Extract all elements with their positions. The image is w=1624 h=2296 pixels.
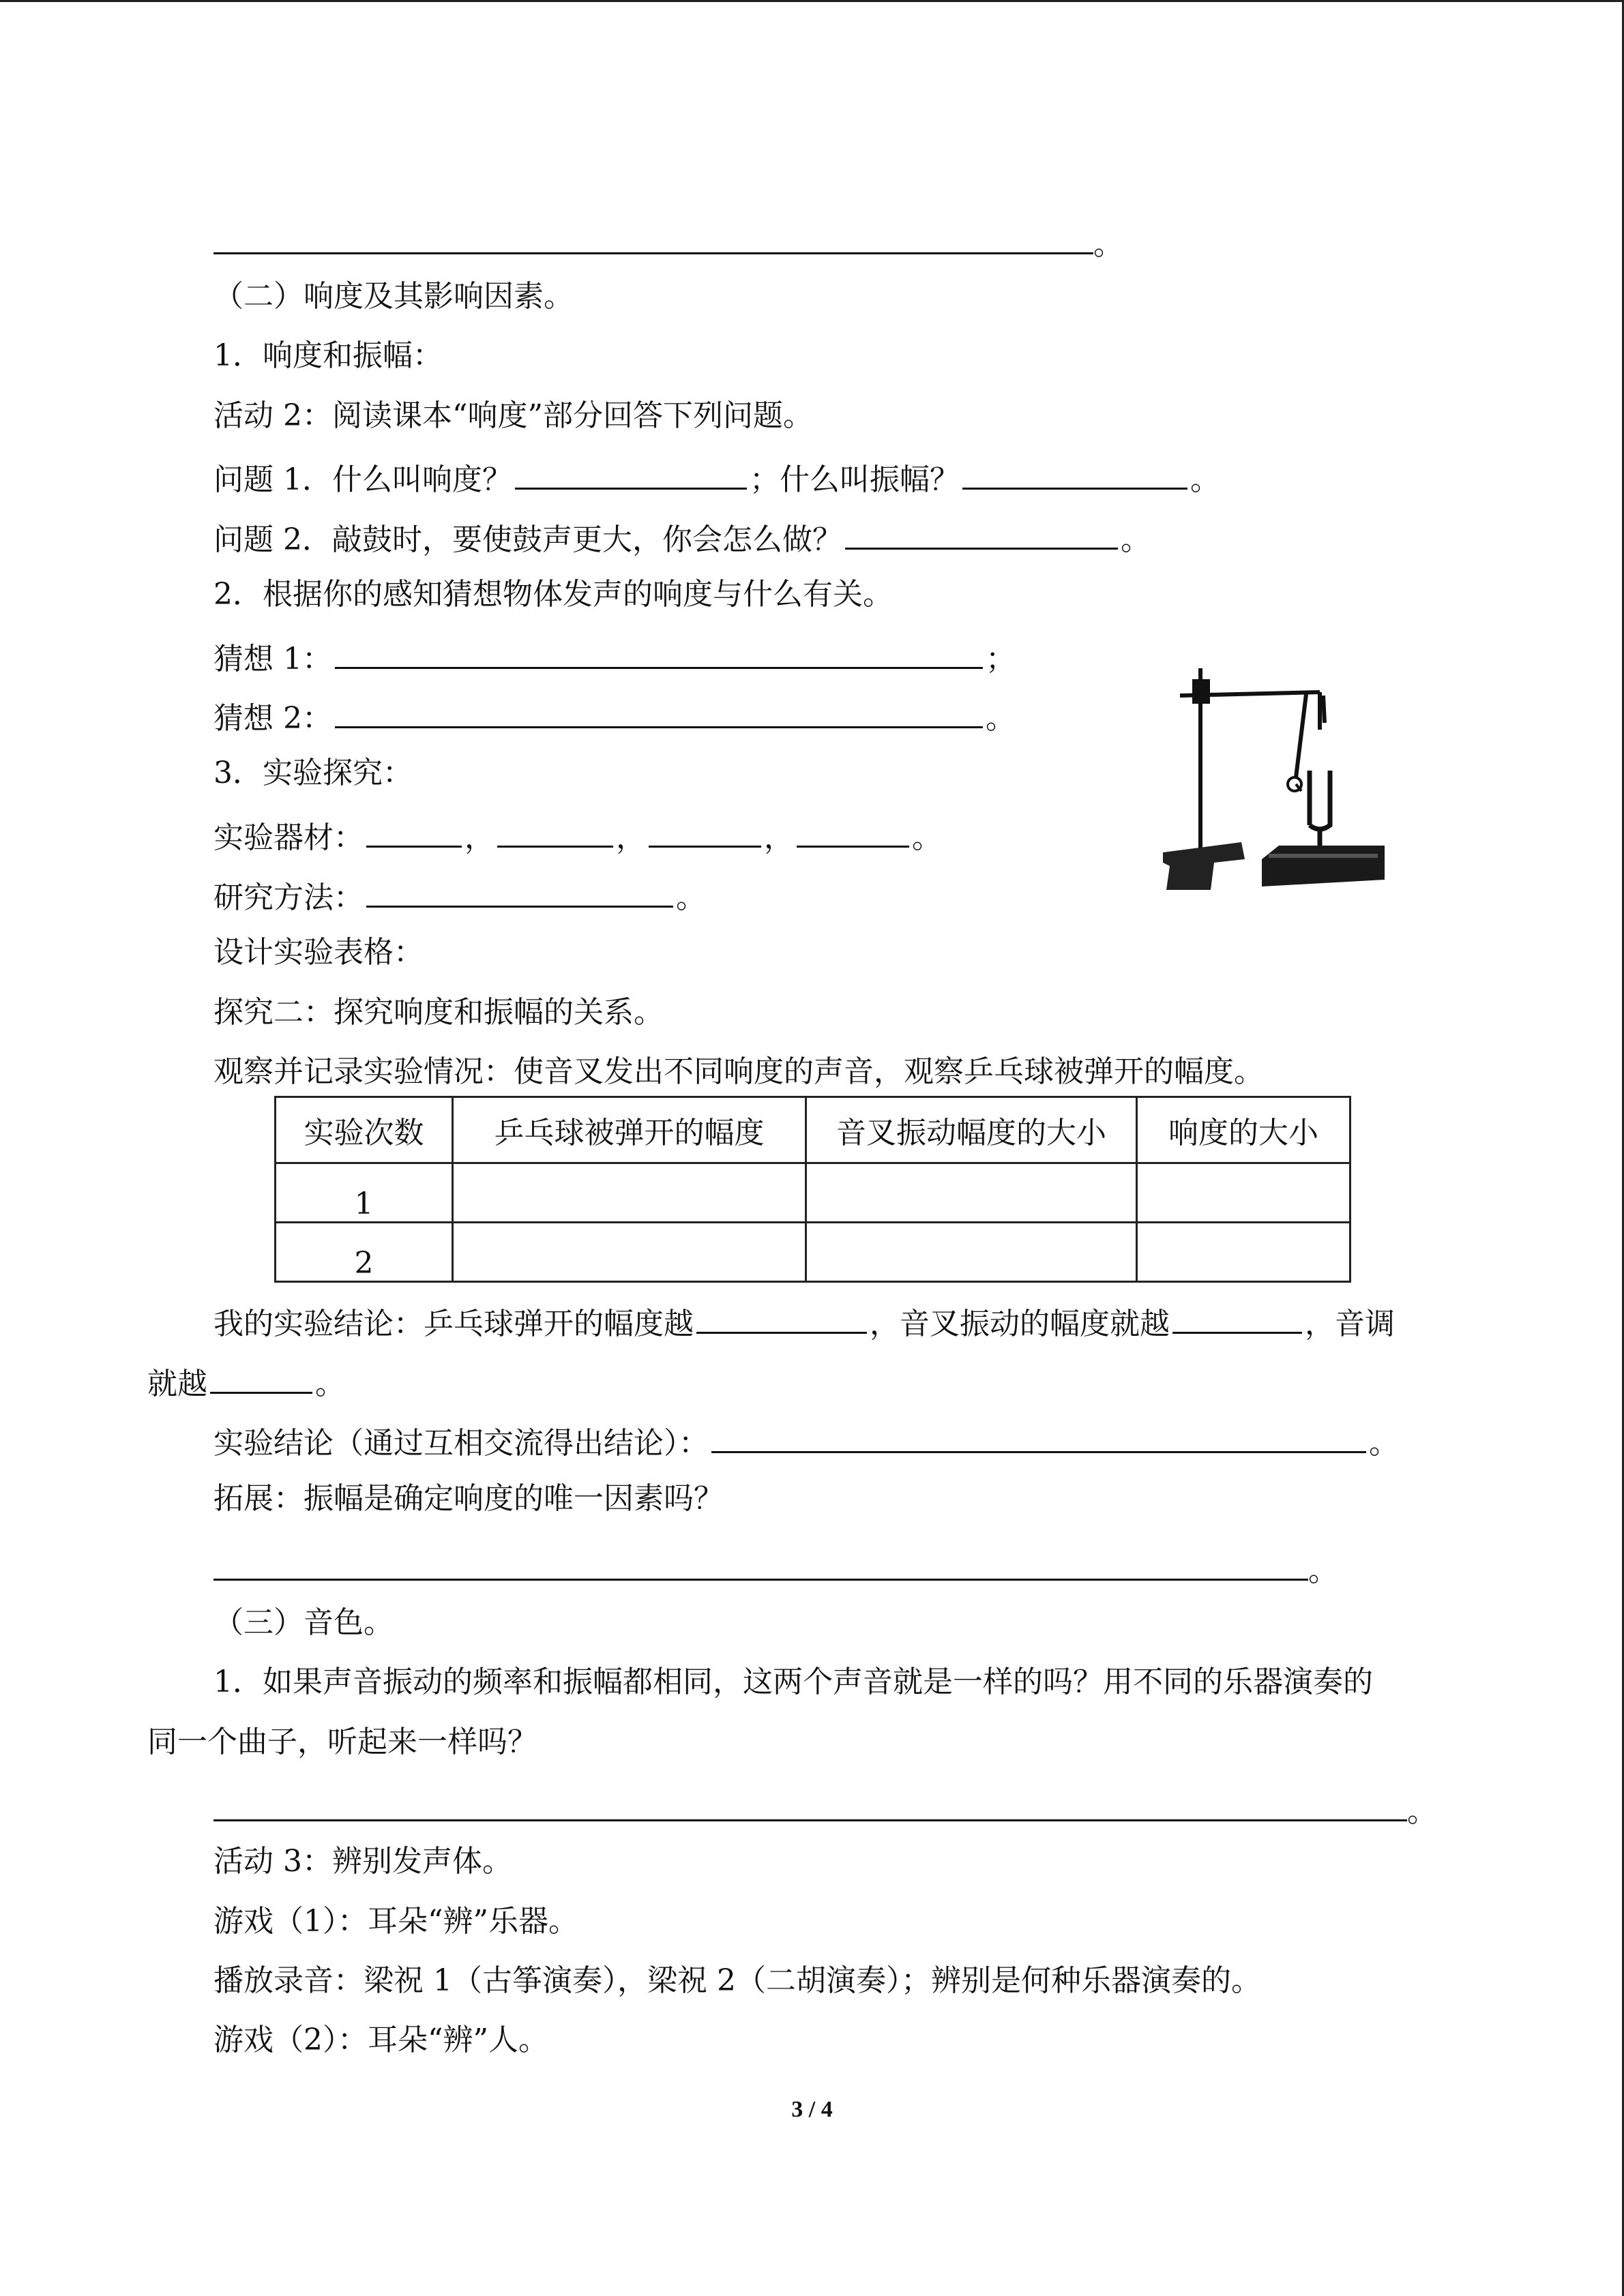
game-2: 游戏（2）：耳朵“辨”人。 xyxy=(213,2023,548,2057)
guess-1: 猜想 1： ； xyxy=(213,634,1016,680)
blank[interactable] xyxy=(213,220,1093,254)
equipment-line: 实验器材： ， ， ， 。 xyxy=(213,813,942,859)
inquiry-2: 探究二：探究响度和振幅的关系。 xyxy=(213,995,664,1030)
table-header: 乒乓球被弹开的幅度 xyxy=(453,1097,806,1163)
blank[interactable] xyxy=(711,1418,1366,1453)
answer-line-extension: 。 xyxy=(213,1546,1338,1592)
design-table-label: 设计实验表格： xyxy=(213,935,424,970)
blank[interactable] xyxy=(649,813,761,848)
activity-2: 活动 2：阅读课本“响度”部分回答下列问题。 xyxy=(213,398,813,433)
blank[interactable] xyxy=(515,455,747,490)
activity-3: 活动 3：辨别发声体。 xyxy=(213,1844,512,1879)
answer-line-0: 。 xyxy=(213,220,1123,265)
answer-line-timbre: 。 xyxy=(213,1787,1437,1832)
my-conclusion-cont: 就越 。 xyxy=(147,1359,345,1405)
item-loudness-amplitude: 1．响度和振幅： xyxy=(213,338,443,373)
item-guess: 2．根据你的感知猜想物体发声的响度与什么有关。 xyxy=(213,577,893,612)
guess-2: 猜想 2： 。 xyxy=(213,694,1016,739)
section-heading-timbre: （三）音色。 xyxy=(213,1605,394,1640)
my-conclusion: 我的实验结论：乒乓球弹开的幅度越 ，音叉振动的幅度就越 ，音调 xyxy=(213,1299,1395,1345)
question-1: 问题 1．什么叫响度？ ；什么叫振幅？ 。 xyxy=(213,455,1220,501)
page-number: 3 / 4 xyxy=(791,2097,833,2122)
timbre-question: 1．如果声音振动的频率和振幅都相同，这两个声音就是一样的吗？用不同的乐器演奏的 xyxy=(213,1665,1373,1699)
play-recording: 播放录音：梁祝 1（古筝演奏），梁祝 2（二胡演奏）；辨别是何种乐器演奏的。 xyxy=(213,1963,1261,1998)
table-cell: 2 xyxy=(276,1223,453,1282)
blank[interactable] xyxy=(366,873,673,908)
table-cell: 1 xyxy=(276,1163,453,1223)
table-header: 响度的大小 xyxy=(1137,1097,1350,1163)
table-cell[interactable] xyxy=(1137,1163,1350,1223)
blank[interactable] xyxy=(696,1299,867,1334)
blank[interactable] xyxy=(213,1787,1407,1821)
table-header-row xyxy=(276,1097,1350,1163)
blank[interactable] xyxy=(797,813,909,848)
experiment-conclusion: 实验结论（通过互相交流得出结论）： 。 xyxy=(213,1418,1399,1464)
game-1: 游戏（1）：耳朵“辨”乐器。 xyxy=(213,1904,578,1939)
table-row xyxy=(276,1163,1350,1223)
question-2: 问题 2．敲鼓时，要使鼓声更大，你会怎么做？ 。 xyxy=(213,515,1151,561)
experiment-table xyxy=(274,1096,1351,1283)
table-cell[interactable] xyxy=(1137,1223,1350,1282)
table-row xyxy=(276,1223,1350,1282)
blank[interactable] xyxy=(210,1359,312,1394)
blank[interactable] xyxy=(213,1546,1308,1581)
section-heading-loudness: （二）响度及其影响因素。 xyxy=(213,279,574,314)
tuning-fork-apparatus-image xyxy=(1153,655,1398,907)
blank[interactable] xyxy=(845,515,1118,550)
blank[interactable] xyxy=(497,813,613,848)
blank[interactable] xyxy=(366,813,462,848)
page-frame-top xyxy=(0,0,1624,2)
extension-question: 拓展：振幅是确定响度的唯一因素吗？ xyxy=(213,1481,724,1516)
table-cell[interactable] xyxy=(806,1223,1137,1282)
observe-instruction: 观察并记录实验情况：使音叉发出不同响度的声音，观察乒乓球被弹开的幅度。 xyxy=(213,1054,1264,1089)
blank[interactable] xyxy=(962,455,1187,490)
table-cell[interactable] xyxy=(453,1163,806,1223)
blank[interactable] xyxy=(1172,1299,1302,1334)
table-header: 音叉振动幅度的大小 xyxy=(806,1097,1137,1163)
blank[interactable] xyxy=(335,634,983,669)
table-cell[interactable] xyxy=(453,1223,806,1282)
timbre-question-cont: 同一个曲子，听起来一样吗？ xyxy=(147,1725,537,1759)
blank[interactable] xyxy=(335,694,983,728)
method-line: 研究方法： 。 xyxy=(213,873,706,919)
table-cell[interactable] xyxy=(806,1163,1137,1223)
table-header: 实验次数 xyxy=(276,1097,453,1163)
item-experiment: 3．实验探究： xyxy=(213,756,413,790)
